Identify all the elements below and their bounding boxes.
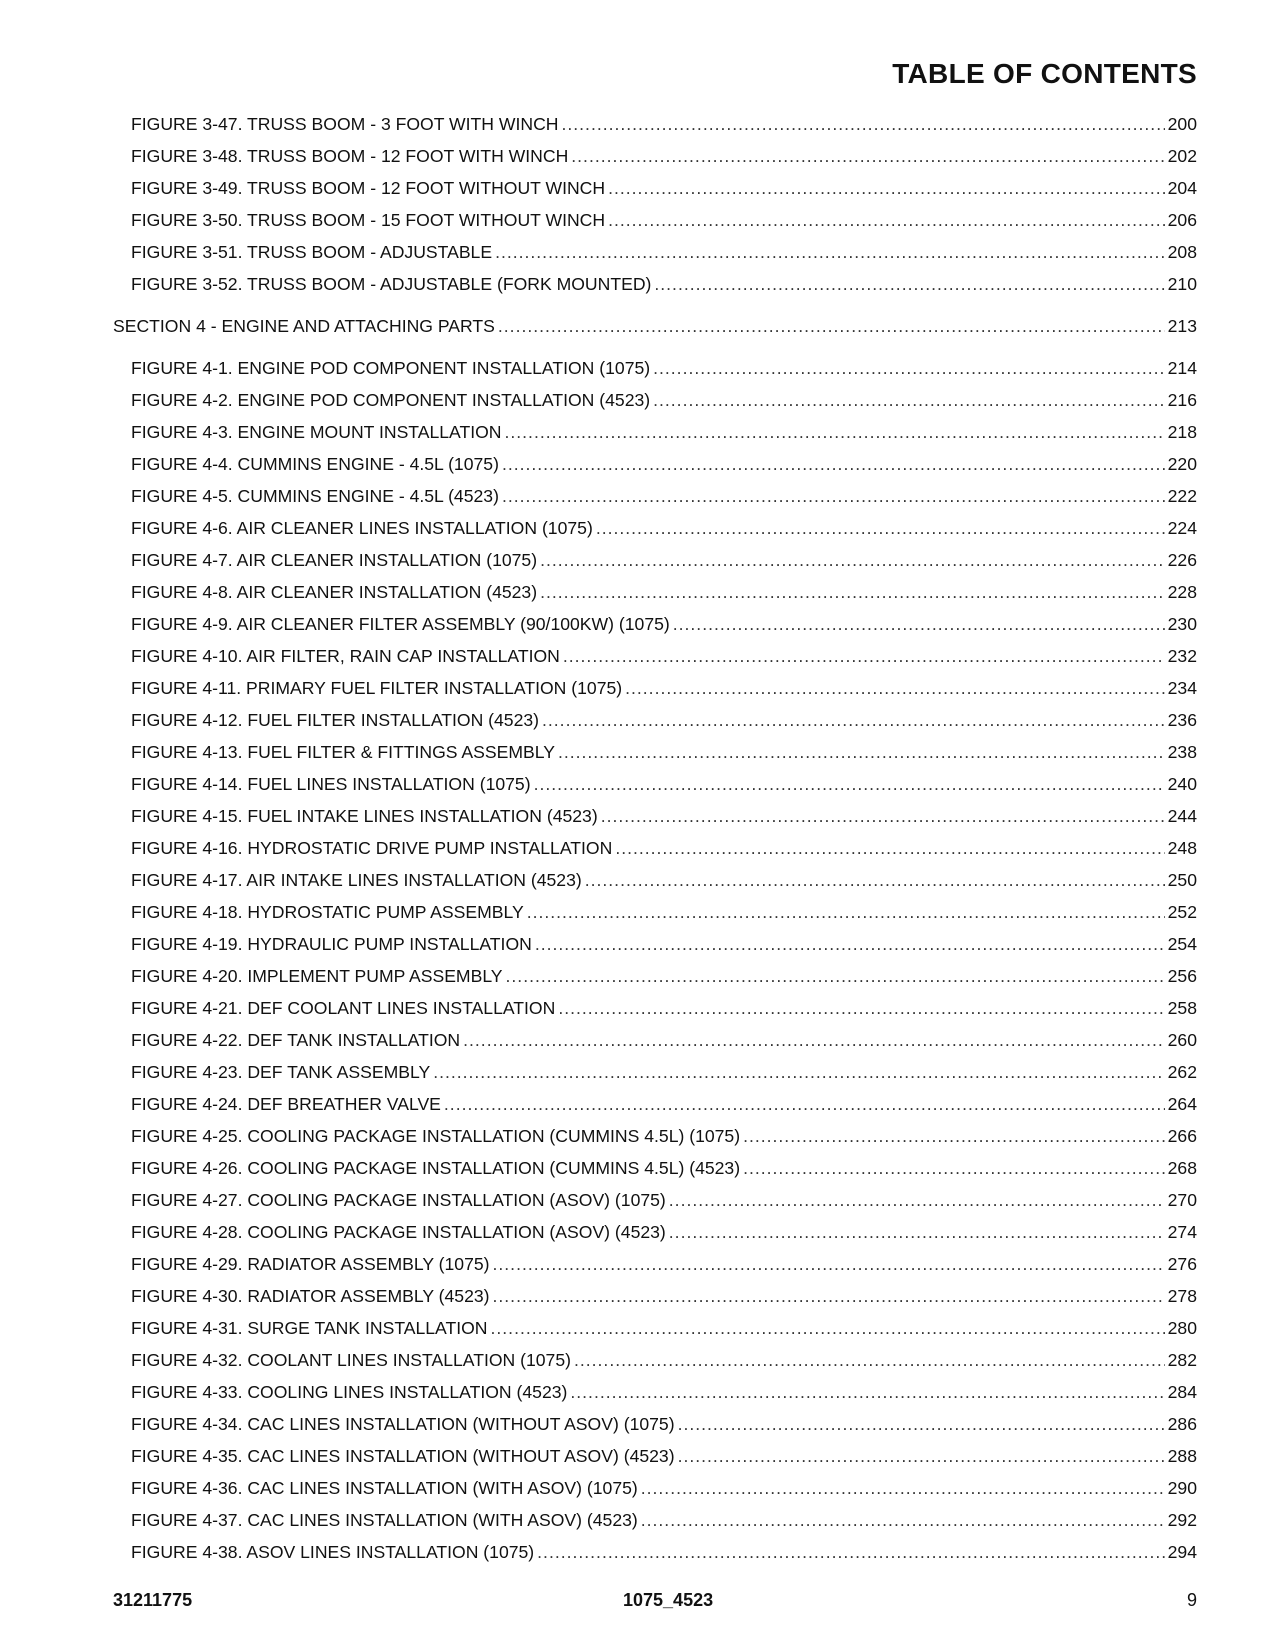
toc-entry-page: 270 xyxy=(1167,1190,1197,1210)
toc-entry[interactable] xyxy=(0,1120,1275,1152)
toc-entry-label: FIGURE 4-4. CUMMINS ENGINE - 4.5L (1075) xyxy=(131,454,499,474)
toc-entry-label: FIGURE 4-37. CAC LINES INSTALLATION (WITH ASOV) (4523) xyxy=(131,1510,638,1530)
toc-entry-label: FIGURE 4-7. AIR CLEANER INSTALLATION (1075) xyxy=(131,550,538,570)
toc-entry[interactable] xyxy=(0,928,1275,960)
toc-entry[interactable] xyxy=(0,992,1275,1024)
dot-leader xyxy=(433,1056,1164,1088)
dot-leader xyxy=(502,480,1165,512)
toc-entry[interactable] xyxy=(0,1024,1275,1056)
toc-entry-label: FIGURE 4-17. AIR INTAKE LINES INSTALLATION (4523) xyxy=(131,870,582,890)
toc-entry-label: FIGURE 4-25. COOLING PACKAGE INSTALLATION (CUMMINS 4.5L) (1075) xyxy=(131,1126,741,1146)
toc-entry-page: 256 xyxy=(1167,966,1197,986)
toc-entry[interactable] xyxy=(0,1408,1275,1440)
toc-entry[interactable] xyxy=(0,1280,1275,1312)
toc-entry-label: FIGURE 4-13. FUEL FILTER & FITTINGS ASSEMBLY xyxy=(131,742,555,762)
toc-entry-label: FIGURE 4-27. COOLING PACKAGE INSTALLATION (ASOV) (1075) xyxy=(131,1190,666,1210)
toc-entry-page: 200 xyxy=(1167,114,1197,134)
toc-entry-label: FIGURE 4-34. CAC LINES INSTALLATION (WITHOUT ASOV) (1075) xyxy=(131,1414,675,1434)
dot-leader xyxy=(506,960,1165,992)
toc-entry-page: 294 xyxy=(1167,1542,1197,1562)
toc-entry[interactable] xyxy=(0,800,1275,832)
toc-entry[interactable] xyxy=(0,236,1275,268)
toc-entry[interactable] xyxy=(0,1152,1275,1184)
toc-entry-page: 220 xyxy=(1167,454,1197,474)
page-title: TABLE OF CONTENTS xyxy=(892,58,1197,89)
toc-entry-page: 288 xyxy=(1167,1446,1197,1466)
toc-entry-label: FIGURE 3-47. TRUSS BOOM - 3 FOOT WITH WINCH xyxy=(131,114,559,134)
dot-leader xyxy=(743,1152,1165,1184)
toc-entry-label: FIGURE 4-15. FUEL INTAKE LINES INSTALLATION (4523) xyxy=(131,806,598,826)
toc-entry-page: 232 xyxy=(1167,646,1197,666)
toc-entry[interactable] xyxy=(0,1376,1275,1408)
toc-entry[interactable] xyxy=(0,448,1275,480)
toc-entry-label: FIGURE 4-21. DEF COOLANT LINES INSTALLATION xyxy=(131,998,556,1018)
toc-entry-page: 210 xyxy=(1167,274,1197,294)
dot-leader xyxy=(601,800,1165,832)
toc-section-page: 213 xyxy=(1167,316,1197,336)
toc-entry-page: 260 xyxy=(1167,1030,1197,1050)
dot-leader xyxy=(558,736,1165,768)
toc-entry[interactable] xyxy=(0,608,1275,640)
toc-entry-label: FIGURE 4-38. ASOV LINES INSTALLATION (1075) xyxy=(131,1542,535,1562)
toc-entry-page: 238 xyxy=(1167,742,1197,762)
dot-leader xyxy=(743,1120,1165,1152)
toc-entry[interactable] xyxy=(0,1088,1275,1120)
toc-entry-page: 216 xyxy=(1167,390,1197,410)
toc-entry-page: 292 xyxy=(1167,1510,1197,1530)
dot-leader xyxy=(571,140,1164,172)
toc-entry[interactable] xyxy=(0,416,1275,448)
toc-entry-label: FIGURE 4-1. ENGINE POD COMPONENT INSTALLATION (1075) xyxy=(131,358,651,378)
dot-leader xyxy=(493,1280,1165,1312)
toc-entry[interactable] xyxy=(0,1216,1275,1248)
dot-leader xyxy=(615,832,1164,864)
toc-entry-page: 284 xyxy=(1167,1382,1197,1402)
page-number: 9 xyxy=(1186,1590,1197,1610)
toc-entry[interactable] xyxy=(0,1440,1275,1472)
toc-entry-page: 244 xyxy=(1167,806,1197,826)
toc-entry-page: 274 xyxy=(1167,1222,1197,1242)
toc-entry-page: 208 xyxy=(1167,242,1197,262)
toc-entry-page: 230 xyxy=(1167,614,1197,634)
dot-leader xyxy=(562,108,1165,140)
toc-entry-label: FIGURE 3-50. TRUSS BOOM - 15 FOOT WITHOUT WINCH xyxy=(131,210,606,230)
toc-entry[interactable] xyxy=(0,704,1275,736)
toc-entry[interactable] xyxy=(0,512,1275,544)
dot-leader xyxy=(596,512,1165,544)
dot-leader xyxy=(654,268,1164,300)
dot-leader xyxy=(527,896,1165,928)
dot-leader xyxy=(653,352,1165,384)
toc-entry[interactable] xyxy=(0,1472,1275,1504)
dot-leader xyxy=(540,544,1165,576)
dot-leader xyxy=(678,1408,1165,1440)
toc-entry-label: FIGURE 4-23. DEF TANK ASSEMBLY xyxy=(131,1062,431,1082)
dot-leader xyxy=(673,608,1165,640)
toc-entry-label: FIGURE 4-19. HYDRAULIC PUMP INSTALLATION xyxy=(131,934,532,954)
toc-entry-label: FIGURE 4-20. IMPLEMENT PUMP ASSEMBLY xyxy=(131,966,503,986)
toc-entry[interactable] xyxy=(0,1184,1275,1216)
toc-entry-page: 264 xyxy=(1167,1094,1197,1114)
toc-entry-label: FIGURE 4-3. ENGINE MOUNT INSTALLATION xyxy=(131,422,502,442)
toc-entry-label: FIGURE 4-30. RADIATOR ASSEMBLY (4523) xyxy=(131,1286,490,1306)
toc-entry-label: FIGURE 4-16. HYDROSTATIC DRIVE PUMP INSTALLATION xyxy=(131,838,613,858)
model-number: 1075_4523 xyxy=(623,1590,714,1610)
dot-leader xyxy=(463,1024,1165,1056)
toc-entry[interactable] xyxy=(0,1056,1275,1088)
toc-entry[interactable] xyxy=(0,384,1275,416)
toc-entry-page: 268 xyxy=(1167,1158,1197,1178)
dot-leader xyxy=(585,864,1165,896)
toc-entry-page: 234 xyxy=(1167,678,1197,698)
dot-leader xyxy=(495,236,1165,268)
toc-entry-page: 224 xyxy=(1167,518,1197,538)
toc-entry[interactable] xyxy=(0,1312,1275,1344)
toc-entry-label: FIGURE 4-24. DEF BREATHER VALVE xyxy=(131,1094,441,1114)
toc-list xyxy=(0,108,1275,1568)
toc-entry[interactable] xyxy=(0,268,1275,300)
toc-entry-page: 228 xyxy=(1167,582,1197,602)
toc-entry[interactable] xyxy=(0,204,1275,236)
dot-leader xyxy=(608,204,1165,236)
dot-leader xyxy=(535,928,1165,960)
toc-entry[interactable] xyxy=(0,640,1275,672)
toc-entry[interactable] xyxy=(0,864,1275,896)
toc-entry-label: FIGURE 4-35. CAC LINES INSTALLATION (WITHOUT ASOV) (4523) xyxy=(131,1446,675,1466)
doc-number: 31211775 xyxy=(113,1590,193,1610)
toc-entry-page: 266 xyxy=(1167,1126,1197,1146)
toc-entry-page: 276 xyxy=(1167,1254,1197,1274)
dot-leader xyxy=(540,576,1165,608)
toc-entry-label: FIGURE 3-49. TRUSS BOOM - 12 FOOT WITHOUT WINCH xyxy=(131,178,606,198)
toc-entry-label: FIGURE 4-29. RADIATOR ASSEMBLY (1075) xyxy=(131,1254,490,1274)
dot-leader xyxy=(669,1216,1165,1248)
toc-entry-page: 218 xyxy=(1167,422,1197,442)
toc-entry[interactable] xyxy=(0,480,1275,512)
dot-leader xyxy=(491,1312,1165,1344)
toc-entry-label: FIGURE 3-48. TRUSS BOOM - 12 FOOT WITH WINCH xyxy=(131,146,569,166)
dot-leader xyxy=(534,768,1165,800)
toc-entry-label: FIGURE 4-11. PRIMARY FUEL FILTER INSTALLATION (1075) xyxy=(131,678,623,698)
dot-leader xyxy=(653,384,1165,416)
dot-leader xyxy=(498,310,1165,342)
toc-entry-label: FIGURE 4-8. AIR CLEANER INSTALLATION (4523) xyxy=(131,582,538,602)
toc-entry-page: 240 xyxy=(1167,774,1197,794)
toc-entry[interactable] xyxy=(0,140,1275,172)
toc-entry[interactable] xyxy=(0,768,1275,800)
dot-leader xyxy=(678,1440,1165,1472)
toc-entry[interactable] xyxy=(0,108,1275,140)
toc-entry[interactable] xyxy=(0,1536,1275,1568)
toc-entry-label: FIGURE 4-28. COOLING PACKAGE INSTALLATION (ASOV) (4523) xyxy=(131,1222,666,1242)
dot-leader xyxy=(669,1184,1165,1216)
toc-entry-page: 262 xyxy=(1167,1062,1197,1082)
toc-entry-label: FIGURE 4-2. ENGINE POD COMPONENT INSTALLATION (4523) xyxy=(131,390,651,410)
toc-entry[interactable] xyxy=(0,544,1275,576)
toc-entry-page: 278 xyxy=(1167,1286,1197,1306)
toc-entry-label: FIGURE 4-31. SURGE TANK INSTALLATION xyxy=(131,1318,488,1338)
toc-entry-label: FIGURE 4-5. CUMMINS ENGINE - 4.5L (4523) xyxy=(131,486,499,506)
dot-leader xyxy=(502,448,1165,480)
toc-entry-label: FIGURE 4-10. AIR FILTER, RAIN CAP INSTALLATION xyxy=(131,646,560,666)
dot-leader xyxy=(608,172,1165,204)
toc-entry-page: 202 xyxy=(1167,146,1197,166)
toc-entry-page: 214 xyxy=(1167,358,1197,378)
toc-entry-page: 250 xyxy=(1167,870,1197,890)
toc-entry-label: FIGURE 4-6. AIR CLEANER LINES INSTALLATION (1075) xyxy=(131,518,593,538)
dot-leader xyxy=(558,992,1164,1024)
dot-leader xyxy=(505,416,1165,448)
toc-entry-page: 204 xyxy=(1167,178,1197,198)
dot-leader xyxy=(444,1088,1165,1120)
toc-entry[interactable] xyxy=(0,1504,1275,1536)
dot-leader xyxy=(641,1504,1165,1536)
toc-entry-label: FIGURE 3-51. TRUSS BOOM - ADJUSTABLE xyxy=(131,242,493,262)
toc-entry-label: FIGURE 4-32. COOLANT LINES INSTALLATION (1075) xyxy=(131,1350,571,1370)
dot-leader xyxy=(570,1376,1164,1408)
toc-entry-page: 222 xyxy=(1167,486,1197,506)
toc-entry-page: 226 xyxy=(1167,550,1197,570)
toc-entry[interactable] xyxy=(0,172,1275,204)
dot-leader xyxy=(542,704,1165,736)
toc-entry-label: FIGURE 4-18. HYDROSTATIC PUMP ASSEMBLY xyxy=(131,902,524,922)
toc-entry-label: FIGURE 4-12. FUEL FILTER INSTALLATION (4523) xyxy=(131,710,540,730)
toc-entry-page: 290 xyxy=(1167,1478,1197,1498)
dot-leader xyxy=(641,1472,1165,1504)
toc-entry[interactable] xyxy=(0,960,1275,992)
toc-entry[interactable] xyxy=(0,832,1275,864)
toc-entry-label: FIGURE 4-26. COOLING PACKAGE INSTALLATION (CUMMINS 4.5L) (4523) xyxy=(131,1158,741,1178)
toc-entry-label: FIGURE 4-9. AIR CLEANER FILTER ASSEMBLY (90/100KW) (1075) xyxy=(131,614,670,634)
toc-entry[interactable] xyxy=(0,1248,1275,1280)
toc-entry-page: 254 xyxy=(1167,934,1197,954)
toc-section-entry[interactable] xyxy=(0,310,1275,342)
toc-entry[interactable] xyxy=(0,576,1275,608)
toc-entry[interactable] xyxy=(0,736,1275,768)
toc-entry-page: 258 xyxy=(1167,998,1197,1018)
toc-entry-label: FIGURE 4-22. DEF TANK INSTALLATION xyxy=(131,1030,461,1050)
toc-entry-label: FIGURE 4-33. COOLING LINES INSTALLATION (4523) xyxy=(131,1382,568,1402)
toc-entry-page: 206 xyxy=(1167,210,1197,230)
toc-entry[interactable] xyxy=(0,352,1275,384)
toc-entry-page: 282 xyxy=(1167,1350,1197,1370)
toc-entry-page: 280 xyxy=(1167,1318,1197,1338)
dot-leader xyxy=(574,1344,1165,1376)
toc-entry[interactable] xyxy=(0,1344,1275,1376)
dot-leader xyxy=(625,672,1165,704)
toc-entry[interactable] xyxy=(0,672,1275,704)
toc-entry-page: 236 xyxy=(1167,710,1197,730)
toc-entry-label: FIGURE 4-14. FUEL LINES INSTALLATION (1075) xyxy=(131,774,531,794)
dot-leader xyxy=(537,1536,1164,1568)
dot-leader xyxy=(493,1248,1165,1280)
toc-section-label: SECTION 4 - ENGINE AND ATTACHING PARTS xyxy=(113,316,495,336)
toc-entry-label: FIGURE 4-36. CAC LINES INSTALLATION (WITH ASOV) (1075) xyxy=(131,1478,638,1498)
dot-leader xyxy=(563,640,1165,672)
toc-entry-page: 286 xyxy=(1167,1414,1197,1434)
toc-entry-page: 248 xyxy=(1167,838,1197,858)
toc-entry-label: FIGURE 3-52. TRUSS BOOM - ADJUSTABLE (FORK MOUNTED) xyxy=(131,274,652,294)
toc-entry[interactable] xyxy=(0,896,1275,928)
toc-entry-page: 252 xyxy=(1167,902,1197,922)
